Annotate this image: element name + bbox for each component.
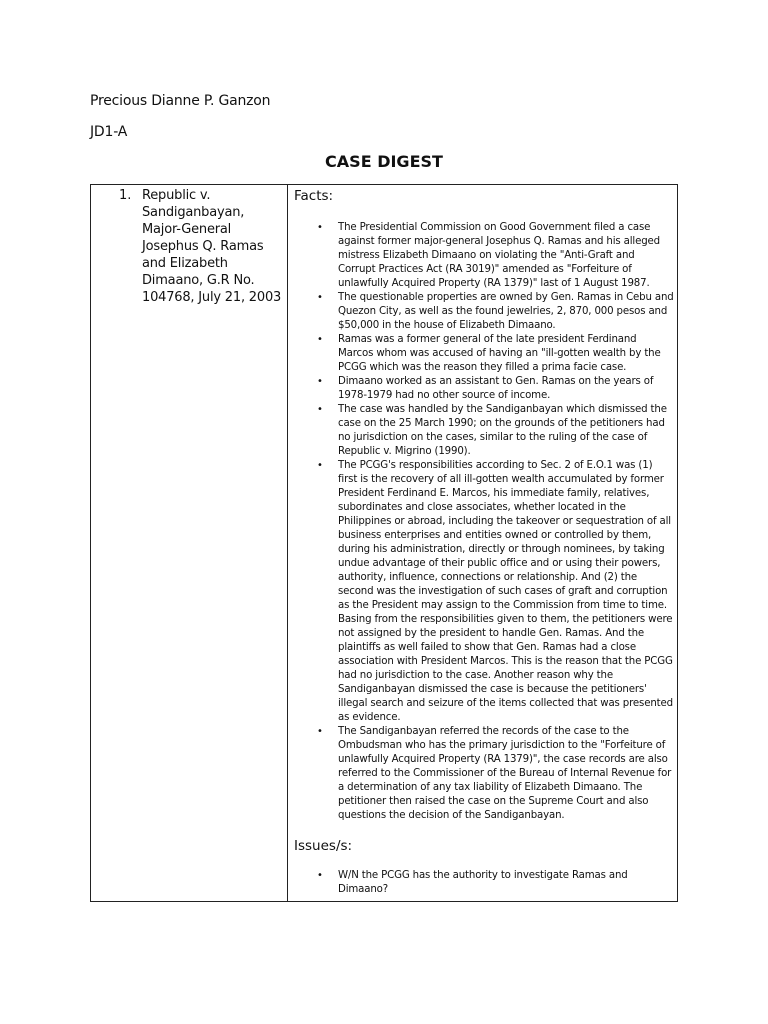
fact-text: The PCGG's responsibilities according to Sec. 2 of E.O.1 was (1) first is the recovery of all ill-gotten wealth accumulated by former President Ferdinand E. Marcos, his immediate family, relatives, subordinates and close associates, whether located in the Philippines or abroad, including the takeover or sequestration of all business enterprises and entities owned or controlled by them, during his administration, directly or through nominees, by taking undue advantage of their public office and or using their powers, authority, influence, connections or relationship. And (2) the second was the investigation of such cases of graft and corruption as the President may assign to the Commission from time to time. Basing from the responsibilities given to them, the petitioners were not assigned by the president to handle Gen. Ramas. And the plaintiffs as well failed to show that Gen. Ramas had a close association with President Marcos. This is the reason that the PCGG had no jurisdiction to the case. Another reason why the Sandiganbayan dismissed the case is because the petitioners' illegal search and seizure of the items collected that was presented as evidence.: [338, 460, 673, 723]
bullet-icon: •: [317, 334, 323, 345]
bullet-icon: •: [317, 726, 323, 737]
fact-text: Ramas was a former general of the late president Ferdinand Marcos whom was accused of having an "ill-gotten wealth by the PCGG which was the reason they filled a prima facie case.: [338, 334, 661, 373]
fact-text: Dimaano worked as an assistant to Gen. Ramas on the years of 1978-1979 had no other source of income.: [338, 376, 654, 401]
fact-text: The case was handled by the Sandiganbayan which dismissed the case on the 25 March 1990; on the grounds of the petitioners had no jurisdiction on the cases, similar to the ruling of the case of Republic v. Migrino (1990).: [338, 404, 667, 457]
column-divider: [287, 185, 288, 901]
bullet-icon: •: [317, 376, 323, 387]
fact-item: [294, 403, 674, 459]
author-name: Precious Dianne P. Ganzon: [90, 93, 271, 109]
content-cell: [294, 187, 674, 897]
bullet-icon: •: [317, 292, 323, 303]
case-title: Republic v. Sandiganbayan, Major-General Josephus Q. Ramas and Elizabeth Dimaano, G.R No. 104768, July 21, 2003: [142, 188, 282, 305]
case-number: 1.: [119, 188, 132, 203]
fact-item: [294, 291, 674, 333]
bullet-icon: •: [317, 222, 323, 233]
fact-item: [294, 221, 674, 291]
facts-heading: Facts:: [294, 188, 334, 204]
fact-item: [294, 333, 674, 375]
document-title: CASE DIGEST: [325, 152, 443, 171]
bullet-icon: •: [317, 404, 323, 415]
fact-text: The Sandiganbayan referred the records of the case to the Ombudsman who has the primary jurisdiction to the "Forfeiture of unlawfully Acquired Property (RA 1379)", the case records are also referred to the Commissioner of the Bureau of Internal Revenue for a determination of any tax liability of Elizabeth Dimaano. The petitioner then raised the case on the Supreme Court and also questions the decision of the Sandiganbayan.: [338, 726, 672, 821]
issue-item: [294, 869, 674, 897]
facts-list: [294, 221, 674, 823]
fact-item: [294, 375, 674, 403]
issues-list: [294, 869, 674, 897]
fact-item: [294, 725, 674, 823]
class-code: JD1-A: [90, 124, 128, 140]
issue-text: W/N the PCGG has the authority to investigate Ramas and Dimaano?: [338, 870, 628, 895]
bullet-icon: •: [317, 870, 323, 881]
digest-table: [90, 184, 678, 902]
fact-item: [294, 459, 674, 725]
issues-heading: Issues/s:: [294, 838, 353, 854]
fact-text: The questionable properties are owned by Gen. Ramas in Cebu and Quezon City, as well as the found jewelries, 2, 870, 000 pesos and $50,000 in the house of Elizabeth Dimaano.: [338, 292, 674, 331]
fact-text: The Presidential Commission on Good Government filed a case against former major-general Josephus Q. Ramas and his alleged mistress Elizabeth Dimaano on violating the "Anti-Graft and Corrupt Practices Act (RA 3019)" amended as "Forfeiture of unlawfully Acquired Property (RA 1379)" last of 1 August 1987.: [338, 222, 660, 289]
bullet-icon: •: [317, 460, 323, 471]
